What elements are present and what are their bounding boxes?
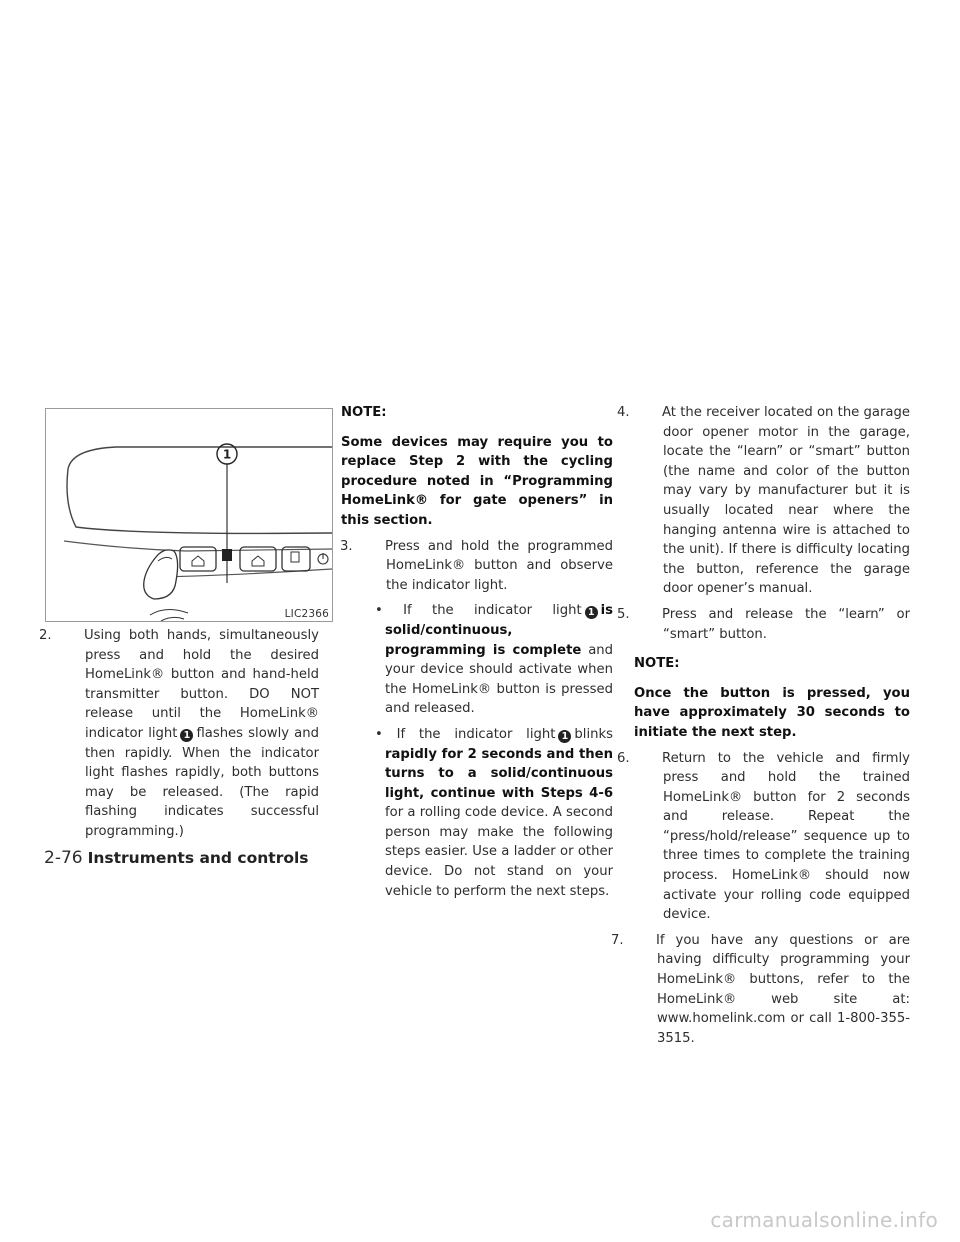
bullet-symbol: • [375, 603, 383, 619]
bullet-1-bold: is solid/continuous, programming is complete [385, 603, 613, 658]
step-5-text: Press and release the “learn” or “smart” button. [662, 606, 910, 642]
step-2 [39, 626, 319, 842]
note-heading: NOTE: [341, 405, 387, 420]
step-5 [617, 605, 910, 644]
bullet-symbol: • [375, 726, 383, 742]
step-5-number: 5. [617, 606, 630, 622]
column-2 [341, 403, 613, 901]
homelink-figure [45, 408, 333, 622]
step-7-text: If you have any questions or are having difficulty programming your HomeLink® buttons, refer to the HomeLink® web site at: www.homelink.com or call 1-800-355-3515. [656, 932, 910, 1046]
note-heading: NOTE: [634, 656, 680, 672]
page-number: 2-76 [44, 848, 83, 868]
step-4 [617, 403, 910, 599]
step-3-text: Press and hold the programmed HomeLink® button and observe the indicator light. [385, 538, 613, 593]
watermark: carmanualsonline.info [710, 1208, 938, 1232]
step-2-text-a: Using both hands, simultaneously press and hold the desired HomeLink® button and hand-held transmitter button. DO NOT release until the HomeLink® indicator light [84, 628, 319, 741]
bullet-1-text-a: If the indicator light [403, 603, 582, 619]
step-6 [617, 749, 910, 925]
page-footer [44, 848, 309, 868]
bullet-blinking-light [363, 725, 613, 901]
step-6-text: Return to the vehicle and firmly press and hold the trained HomeLink® button for 2 seconds and release. Repeat the “press/hold/release” sequence up to three times to complete the training process. HomeLink® should now activate your rolling code equipped device. [662, 750, 910, 923]
section-title: Instruments and controls [87, 849, 309, 867]
figure-code: LIC2366 [284, 608, 329, 620]
bullet-2-text-a: If the indicator light [396, 726, 556, 742]
step-6-number: 6. [617, 750, 630, 766]
mirror-console-illustration [46, 409, 333, 622]
step-7-number: 7. [611, 932, 624, 948]
bullet-2-text-b: for a rolling code device. A second person may make the following steps easier. Use a ladder or other device. Do not stand on your vehicle to perform the next steps. [385, 805, 613, 899]
column-1 [39, 626, 319, 842]
bullet-1-text-b: and your device should activate when the HomeLink® button is pressed and released. [385, 642, 613, 717]
figure-callout-number: 1 [222, 447, 232, 462]
bullet-2-text-mid: blinks [574, 726, 613, 742]
note-text: Once the button is pressed, you have approximately 30 seconds to initiate the next step. [634, 685, 910, 740]
step-3 [340, 537, 613, 596]
step-3-number: 3. [340, 538, 353, 554]
step-4-number: 4. [617, 405, 630, 420]
column-3 [611, 403, 910, 1048]
indicator-marker-1: 1 [558, 730, 571, 743]
step-2-text-b: flashes slowly and then rapidly. When the indicator light flashes rapidly, both buttons may be released. (The rapid flashing indicates successful programming.) [85, 725, 319, 839]
bullet-solid-light [363, 601, 613, 719]
indicator-marker-1: 1 [585, 606, 598, 619]
step-4-text: At the receiver located on the garage door opener motor in the garage, locate the “learn” or “smart” button (the name and color of the button may vary by manufacturer but it is usually located near where the hanging antenna wire is attached to the unit). If there is difficulty locating the button, reference the garage door opener’s manual. [662, 405, 910, 597]
note-text: Some devices may require you to replace Step 2 with the cycling procedure noted in “Programming HomeLink® for gate openers” in this section. [341, 434, 613, 528]
bullet-2-bold: rapidly for 2 seconds and then turns to a solid/continuous light, continue with Steps 4-6 [385, 746, 613, 801]
step-2-number: 2. [39, 628, 52, 643]
indicator-marker-1: 1 [180, 729, 193, 742]
step-7 [611, 931, 910, 1049]
